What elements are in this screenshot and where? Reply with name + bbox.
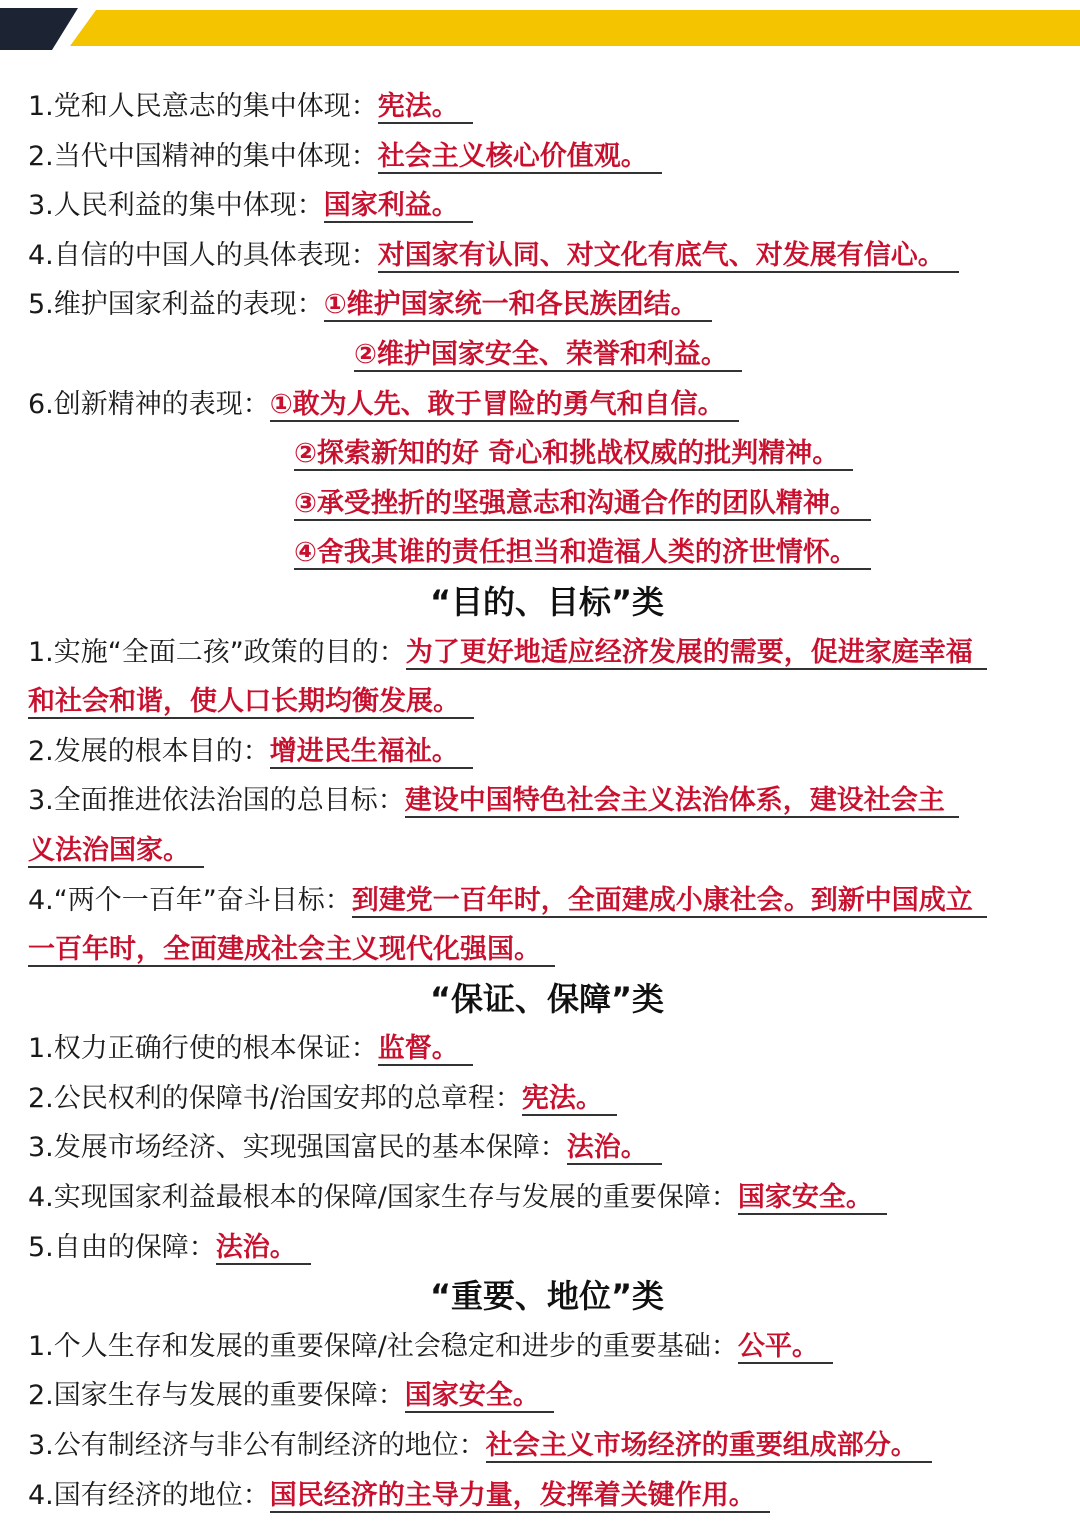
guarantee-item-3: 3.发展市场经济、实现强国富民的基本保障：法治。 — [28, 1123, 1058, 1173]
answer: 为了更好地适应经济发展的需要，促进家庭幸福 — [406, 637, 987, 670]
guarantee-item-2: 2.公民权利的保障书/治国安邦的总章程：宪法。 — [28, 1074, 1058, 1124]
intro-item-6-cont-1 — [28, 429, 1058, 479]
intro-item-4: 4.自信的中国人的具体表现：对国家有认同、对文化有底气、对发展有信心。 — [28, 231, 1058, 281]
answer: 宪法。 — [378, 91, 473, 124]
answer: 国家安全。 — [738, 1182, 887, 1215]
answer: 一百年时，全面建成社会主义现代化强国。 — [28, 934, 555, 967]
document-body — [28, 82, 1058, 1520]
intro-item-6-cont-3 — [28, 528, 1058, 578]
purpose-item-3: 3.全面推进依法治国的总目标：建设中国特色社会主义法治体系，建设社会主 — [28, 776, 1058, 826]
importance-item-1: 1.个人生存和发展的重要保障/社会稳定和进步的重要基础：公平。 — [28, 1322, 1058, 1372]
purpose-item-1: 1.实施“全面二孩”政策的目的：为了更好地适应经济发展的需要，促进家庭幸福 — [28, 628, 1058, 678]
answer: ②探索新知的好 奇心和挑战权威的批判精神。 — [294, 438, 853, 471]
purpose-item-1-cont — [28, 677, 1058, 727]
section-title-importance: “重要、地位”类 — [429, 1277, 665, 1316]
answer: 社会主义市场经济的重要组成部分。 — [486, 1430, 932, 1463]
intro-item-6-cont-2 — [28, 479, 1058, 529]
section-title-purpose: “目的、目标”类 — [429, 582, 665, 621]
answer: 法治。 — [216, 1232, 311, 1265]
answer: 宪法。 — [522, 1083, 617, 1116]
guarantee-item-1: 1.权力正确行使的根本保证：监督。 — [28, 1024, 1058, 1074]
purpose-item-4: 4.“两个一百年”奋斗目标：到建党一百年时，全面建成小康社会。到新中国成立 — [28, 876, 1058, 926]
purpose-item-2: 2.发展的根本目的：增进民生福祉。 — [28, 727, 1058, 777]
answer: 建设中国特色社会主义法治体系，建设社会主 — [405, 785, 959, 818]
intro-item-6: 6.创新精神的表现：①敢为人先、敢于冒险的勇气和自信。 — [28, 380, 1058, 430]
answer: 社会主义核心价值观。 — [378, 141, 662, 174]
importance-item-3: 3.公有制经济与非公有制经济的地位：社会主义市场经济的重要组成部分。 — [28, 1421, 1058, 1471]
answer: 法治。 — [567, 1132, 662, 1165]
answer: ④舍我其谁的责任担当和造福人类的济世情怀。 — [294, 537, 871, 570]
answer: ①敢为人先、敢于冒险的勇气和自信。 — [270, 389, 739, 422]
answer: ②维护国家安全、荣誉和利益。 — [354, 339, 742, 372]
intro-item-3: 3.人民利益的集中体现：国家利益。 — [28, 181, 1058, 231]
intro-item-2: 2.当代中国精神的集中体现：社会主义核心价值观。 — [28, 132, 1058, 182]
answer: 对国家有认同、对文化有底气、对发展有信心。 — [378, 240, 959, 273]
banner-dark-shape — [0, 8, 78, 50]
answer: 国家安全。 — [405, 1380, 554, 1413]
banner-yellow-stripe — [70, 10, 1080, 46]
answer: ①维护国家统一和各民族团结。 — [324, 289, 712, 322]
purpose-item-3-cont — [28, 826, 1058, 876]
answer: 国民经济的主导力量，发挥着关键作用。 — [270, 1480, 770, 1513]
answer: 到建党一百年时，全面建成小康社会。到新中国成立 — [352, 885, 987, 918]
answer: 义法治国家。 — [28, 835, 204, 868]
answer: 公平。 — [738, 1331, 833, 1364]
answer: 增进民生福祉。 — [270, 736, 473, 769]
intro-item-5-cont — [28, 330, 1058, 380]
guarantee-item-4: 4.实现国家利益最根本的保障/国家生存与发展的重要保障：国家安全。 — [28, 1173, 1058, 1223]
answer: ③承受挫折的坚强意志和沟通合作的团队精神。 — [294, 488, 871, 521]
intro-item-1: 1.党和人民意志的集中体现：宪法。 — [28, 82, 1058, 132]
answer: 监督。 — [378, 1033, 473, 1066]
intro-item-5: 5.维护国家利益的表现：①维护国家统一和各民族团结。 — [28, 280, 1058, 330]
purpose-item-4-cont — [28, 925, 1058, 975]
importance-item-2: 2.国家生存与发展的重要保障：国家安全。 — [28, 1371, 1058, 1421]
answer: 国家利益。 — [324, 190, 473, 223]
answer: 和社会和谐，使人口长期均衡发展。 — [28, 686, 474, 719]
header-banner — [0, 0, 1080, 56]
importance-item-4: 4.国有经济的地位：国民经济的主导力量，发挥着关键作用。 — [28, 1471, 1058, 1521]
section-title-guarantee: “保证、保障”类 — [429, 979, 665, 1018]
guarantee-item-5: 5.自由的保障：法治。 — [28, 1223, 1058, 1273]
